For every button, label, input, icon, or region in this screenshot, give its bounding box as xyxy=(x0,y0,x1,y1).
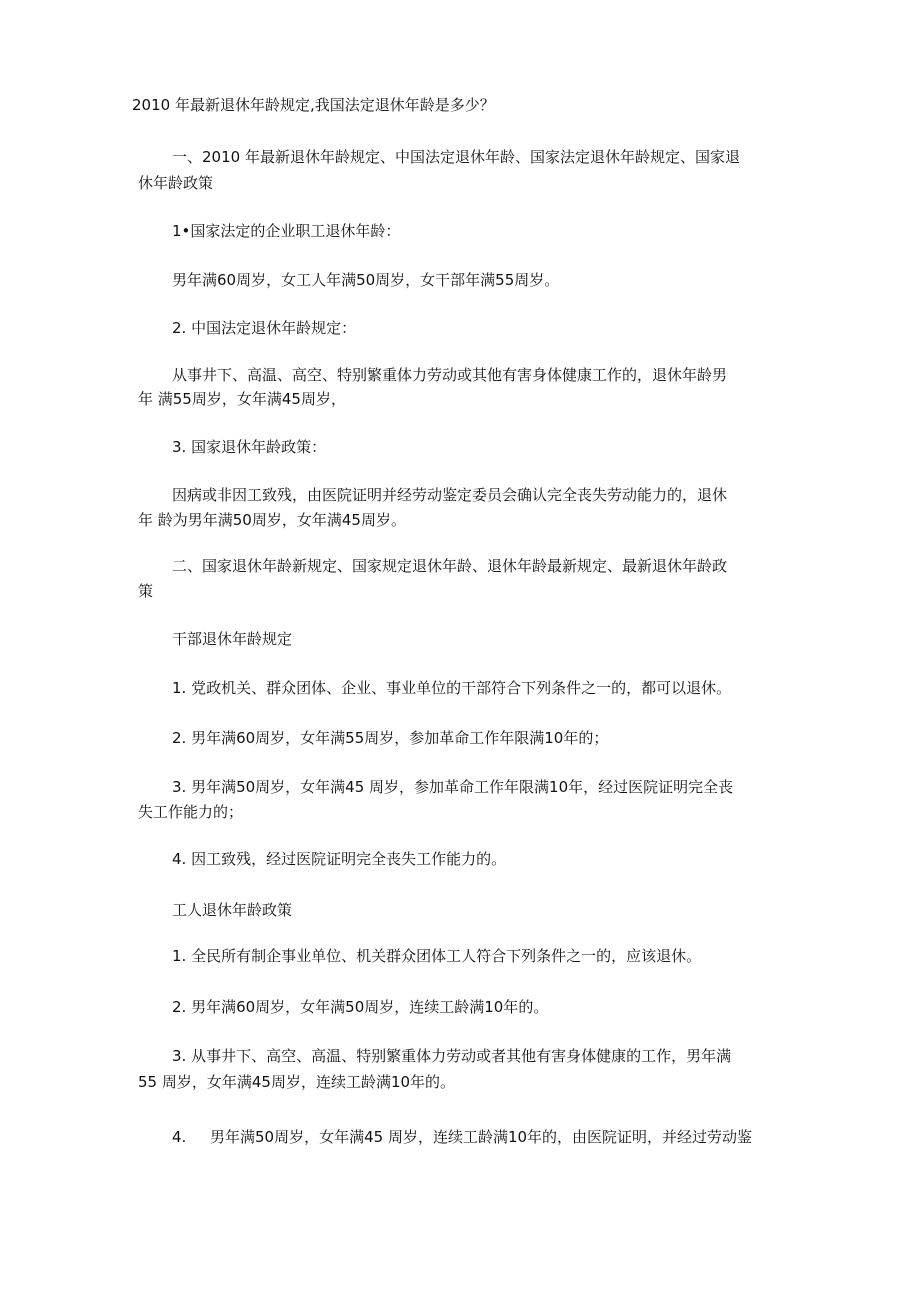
paragraph: 2. 中国法定退休年龄规定： xyxy=(172,319,357,337)
list-item: 4. 因工致残，经过医院证明完全丧失工作能力的。 xyxy=(172,850,507,868)
subheading-cadre: 干部退休年龄规定 xyxy=(172,630,293,648)
paragraph-line2: 年 满55周岁，女年满45周岁， xyxy=(138,390,346,408)
list-item-line2: 失工作能力的； xyxy=(138,803,244,821)
paragraph: 男年满60周岁，女工人年满50周岁，女干部年满55周岁。 xyxy=(172,271,560,289)
section2-heading-line1: 二、国家退休年龄新规定、国家规定退休年龄、退休年龄最新规定、最新退休年龄政 xyxy=(172,557,728,575)
list-item-line1: 3. 男年满50周岁，女年满45 周岁，参加革命工作年限满10年，经过医院证明完全丧 xyxy=(172,778,734,796)
paragraph-line1: 从事井下、高温、高空、特别繁重体力劳动或其他有害身体健康工作的，退休年龄男 xyxy=(172,366,728,384)
list-item-line2: 55 周岁，女年满45周岁，连续工龄满10年的。 xyxy=(138,1073,456,1091)
section1-heading-line2: 休年龄政策 xyxy=(138,174,214,192)
paragraph-line1: 因病或非因工致残，由医院证明并经劳动鉴定委员会确认完全丧失劳动能力的，退休 xyxy=(172,486,728,504)
list-item: 男年满50周岁，女年满45 周岁，连续工龄满10年的，由医院证明，并经过劳动鉴 xyxy=(210,1128,753,1146)
list-item: 2. 男年满60周岁，女年满55周岁，参加革命工作年限满10年的； xyxy=(172,729,609,747)
list-item: 1. 党政机关、群众团体、企业、事业单位的干部符合下列条件之一的，都可以退休。 xyxy=(172,679,732,697)
section1-heading-line1: 一、2010 年最新退休年龄规定、中国法定退休年龄、国家法定退休年龄规定、国家退 xyxy=(172,148,740,166)
subheading-worker: 工人退休年龄政策 xyxy=(172,901,293,919)
paragraph: 1•国家法定的企业职工退休年龄： xyxy=(172,222,401,240)
document-title: 2010 年最新退休年龄规定,我国法定退休年龄是多少？ xyxy=(132,96,495,114)
list-item: 1. 全民所有制企事业单位、机关群众团体工人符合下列条件之一的，应该退休。 xyxy=(172,947,702,965)
list-item: 2. 男年满60周岁，女年满50周岁，连续工龄满10年的。 xyxy=(172,998,549,1016)
paragraph: 3. 国家退休年龄政策： xyxy=(172,438,327,456)
list-item-number: 4. xyxy=(172,1128,187,1146)
section2-heading-line2: 策 xyxy=(138,582,154,600)
paragraph-line2: 年 龄为男年满50周岁，女年满45周岁。 xyxy=(138,511,406,529)
list-item-line1: 3. 从事井下、高空、高温、特别繁重体力劳动或者其他有害身体健康的工作，男年满 xyxy=(172,1047,732,1065)
